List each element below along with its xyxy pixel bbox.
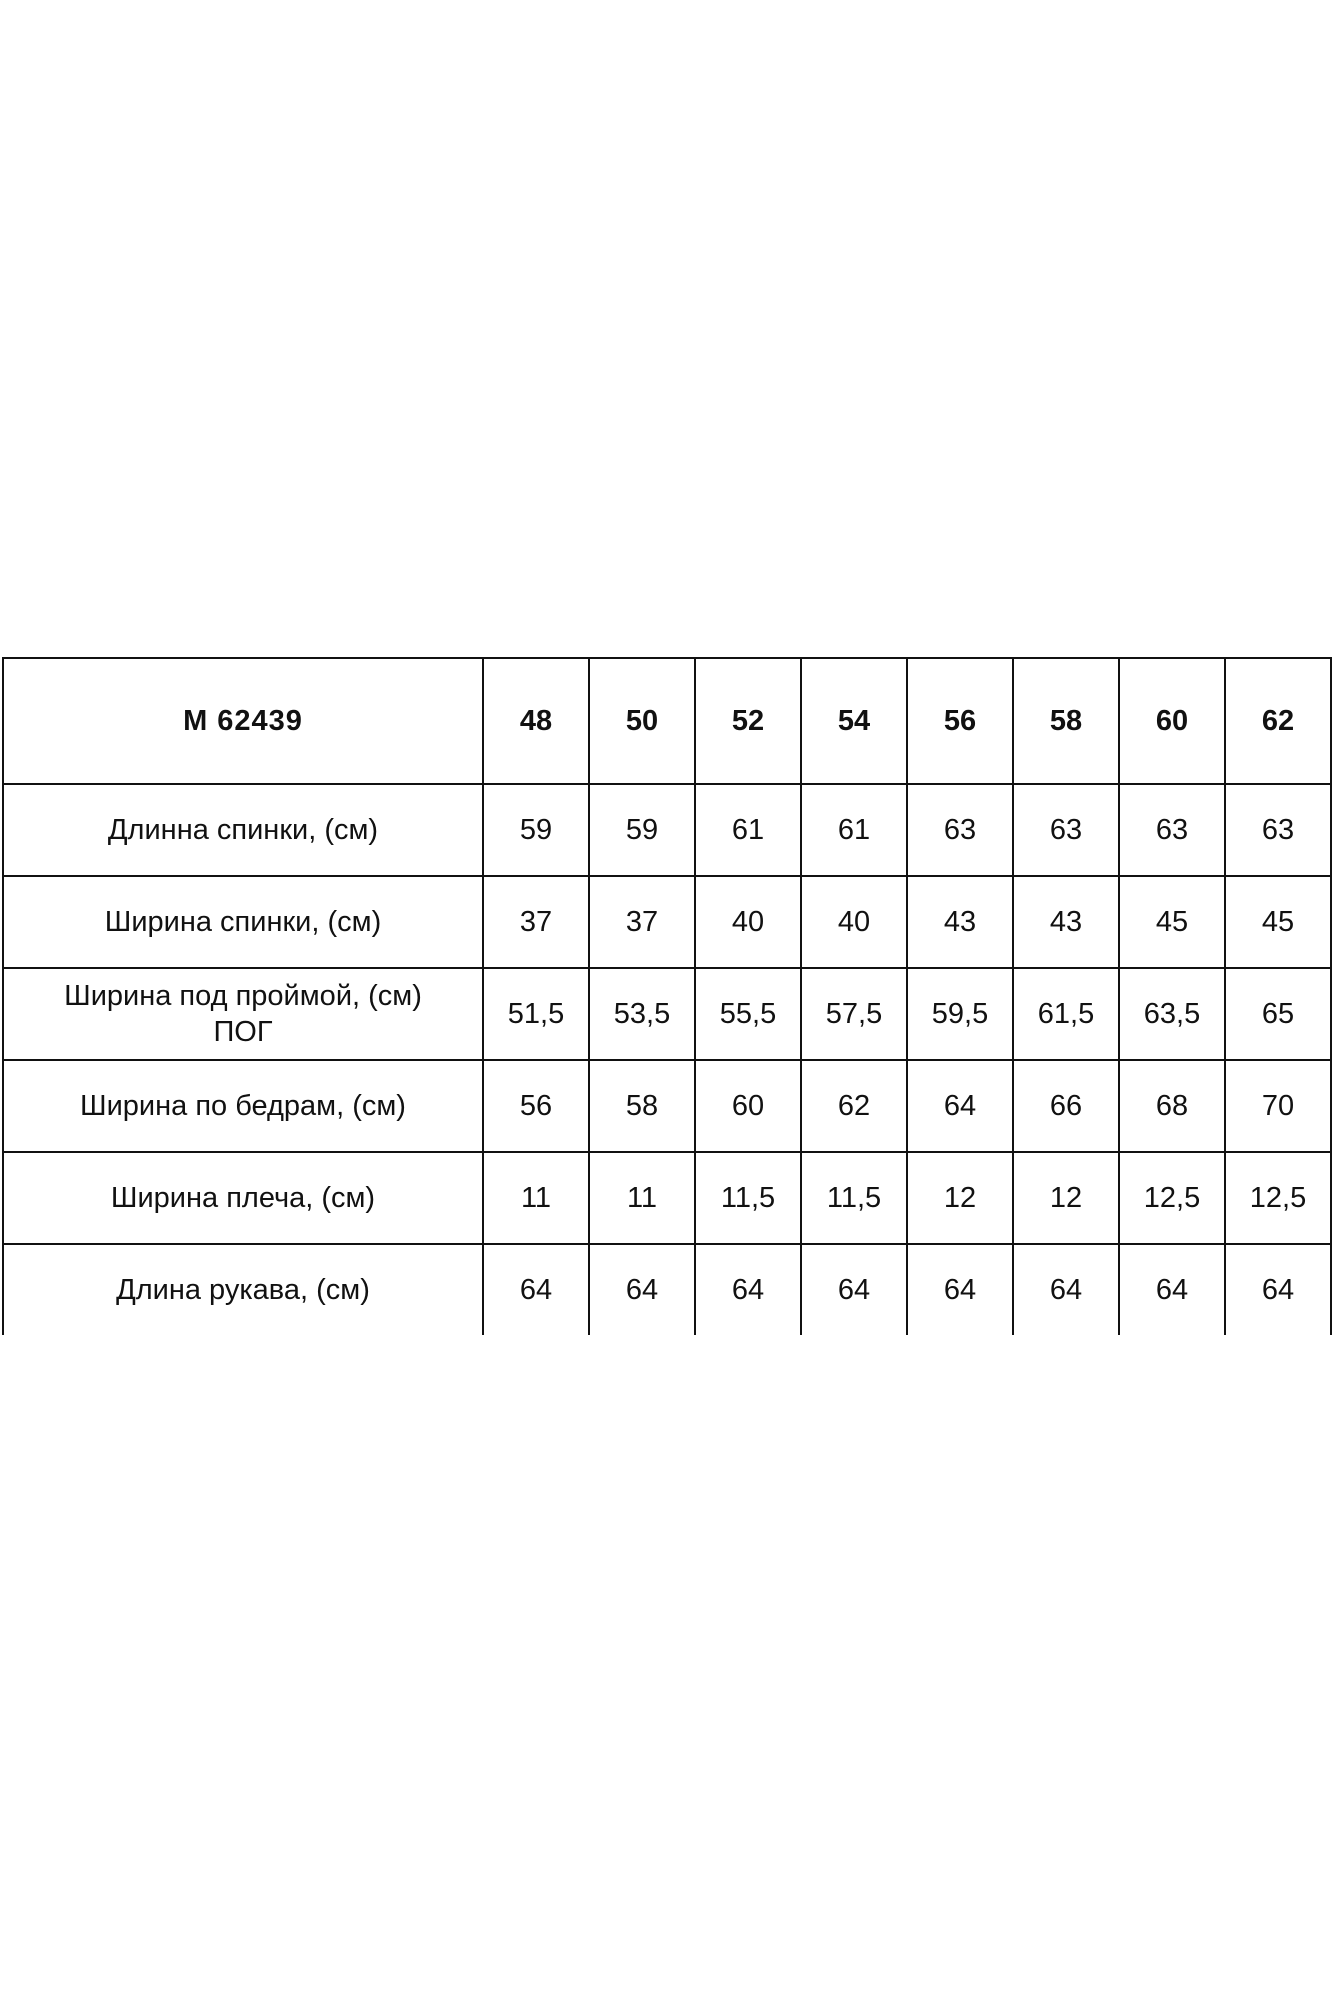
table-row-hip-width (3, 1060, 1331, 1152)
table-cell: 45 (1119, 876, 1225, 968)
row-label-text: Ширина по бедрам, (см) (80, 1089, 406, 1122)
table-cell: 68 (1119, 1060, 1225, 1152)
row-label-text: Ширина спинки, (см) (104, 905, 382, 938)
row-label (3, 1060, 483, 1152)
row-label (3, 876, 483, 968)
table-cell: 63 (907, 784, 1013, 876)
table-cell: 56 (483, 1060, 589, 1152)
size-header-62: 62 (1225, 658, 1331, 784)
table-cell: 11 (589, 1152, 695, 1244)
table-cell: 12 (907, 1152, 1013, 1244)
table-cell: 58 (589, 1060, 695, 1152)
table-cell: 11 (483, 1152, 589, 1244)
size-chart-table (2, 657, 1332, 1335)
table-cell: 63,5 (1119, 968, 1225, 1060)
table-cell: 64 (907, 1060, 1013, 1152)
table-cell: 12,5 (1119, 1152, 1225, 1244)
table-cell: 12,5 (1225, 1152, 1331, 1244)
table-cell: 51,5 (483, 968, 589, 1060)
table-cell: 63 (1225, 784, 1331, 876)
size-header-56: 56 (907, 658, 1013, 784)
table-cell: 43 (1013, 876, 1119, 968)
row-label-text: Длина рукава, (см) (116, 1273, 370, 1306)
table-cell: 12 (1013, 1152, 1119, 1244)
table-cell: 64 (801, 1244, 907, 1335)
table-cell: 59 (483, 784, 589, 876)
table-cell: 70 (1225, 1060, 1331, 1152)
table-cell: 59 (589, 784, 695, 876)
table-cell: 37 (589, 876, 695, 968)
table-header-row (3, 658, 1331, 784)
table-cell: 62 (801, 1060, 907, 1152)
table-cell: 66 (1013, 1060, 1119, 1152)
table-cell: 45 (1225, 876, 1331, 968)
row-label-text: Ширина под проймой, (см) ПОГ (64, 979, 422, 1048)
table-cell: 55,5 (695, 968, 801, 1060)
table-cell: 61,5 (1013, 968, 1119, 1060)
size-header-54: 54 (801, 658, 907, 784)
table-cell: 53,5 (589, 968, 695, 1060)
table-cell: 59,5 (907, 968, 1013, 1060)
table-cell: 64 (589, 1244, 695, 1335)
table-cell: 43 (907, 876, 1013, 968)
size-header-58: 58 (1013, 658, 1119, 784)
table-cell: 64 (695, 1244, 801, 1335)
size-header-60: 60 (1119, 658, 1225, 784)
table-cell: 65 (1225, 968, 1331, 1060)
table-cell: 37 (483, 876, 589, 968)
table-cell: 64 (1119, 1244, 1225, 1335)
table-cell: 11,5 (695, 1152, 801, 1244)
table-row-back-length (3, 784, 1331, 876)
table-cell: 63 (1013, 784, 1119, 876)
table-cell: 63 (1119, 784, 1225, 876)
row-label (3, 1152, 483, 1244)
table-cell: 64 (907, 1244, 1013, 1335)
table-row-back-width (3, 876, 1331, 968)
size-header-52: 52 (695, 658, 801, 784)
row-label (3, 784, 483, 876)
size-header-48: 48 (483, 658, 589, 784)
table-cell: 60 (695, 1060, 801, 1152)
row-label-text: Ширина плеча, (см) (110, 1181, 376, 1214)
table-row-shoulder-width (3, 1152, 1331, 1244)
table-row-underarm-width (3, 968, 1331, 1060)
row-label (3, 1244, 483, 1335)
size-header-50: 50 (589, 658, 695, 784)
row-label-text: Длинна спинки, (см) (107, 813, 379, 846)
table-cell: 64 (1225, 1244, 1331, 1335)
table-row-sleeve-length (3, 1244, 1331, 1335)
table-cell: 61 (801, 784, 907, 876)
model-number: М 62439 (3, 658, 483, 784)
table-cell: 64 (1013, 1244, 1119, 1335)
row-label (3, 968, 483, 1060)
table-cell: 40 (801, 876, 907, 968)
table-cell: 40 (695, 876, 801, 968)
table-cell: 57,5 (801, 968, 907, 1060)
table-cell: 61 (695, 784, 801, 876)
table-cell: 64 (483, 1244, 589, 1335)
table-cell: 11,5 (801, 1152, 907, 1244)
